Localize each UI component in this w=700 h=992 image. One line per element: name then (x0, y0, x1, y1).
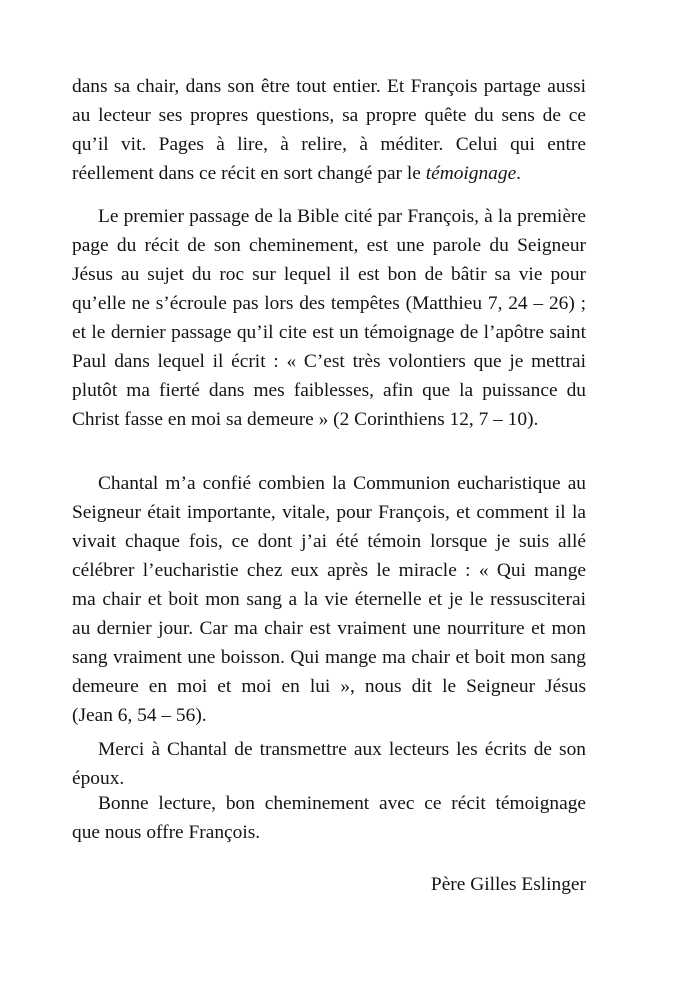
text-line: vivait chaque fois, ce dont j’ai été témoin lorsque je suis allé (72, 531, 586, 552)
text-line: Bonne lecture, bon cheminement avec ce récit témoignage (98, 793, 586, 814)
signature: Père Gilles Eslinger (430, 874, 586, 895)
text-line: Seigneur était importante, vitale, pour François, et comment il la (72, 502, 586, 523)
text-line: Le premier passage de la Bible cité par François, à la première (98, 206, 586, 227)
text-line (72, 159, 586, 188)
paragraph-closing (72, 789, 586, 847)
text-line: sang vraiment une boisson. Qui mange ma chair et boit mon sang (72, 647, 586, 668)
text-line: (Jean 6, 54 – 56). (72, 705, 207, 726)
text-line: ma chair et boit mon sang a la vie éternelle et je le ressusciterai (72, 589, 586, 610)
text-line: plutôt ma fierté dans mes faiblesses, afin que la puissance du (72, 380, 586, 401)
paragraph-thanks (72, 735, 586, 793)
paragraph-communion (72, 469, 586, 730)
text-line: qu’elle ne s’écroule pas lors des tempêtes (Matthieu 7, 24 – 26) ; (72, 293, 586, 314)
text-line: Merci à Chantal de transmettre aux lecteurs les écrits de son (98, 739, 586, 760)
line-end: . (516, 163, 522, 184)
text-line: Jésus au sujet du roc sur lequel il est bon de bâtir sa vie pour (72, 264, 586, 285)
text-line: qu’il vit. Pages à lire, à relire, à méditer. Celui qui entre (72, 134, 586, 155)
text-line: demeure en moi et moi en lui », nous dit le Seigneur Jésus (72, 676, 586, 697)
text-line: au dernier jour. Car ma chair est vraiment une nourriture et mon (72, 618, 586, 639)
text-line: célébrer l’eucharistie chez eux après le miracle : « Qui mange (72, 560, 586, 581)
text-line: dans sa chair, dans son être tout entier. Et François partage aussi (72, 76, 586, 97)
emphasized-word: témoignage (425, 163, 517, 184)
text-line: que nous offre François. (72, 822, 261, 843)
text-line: au lecteur ses propres questions, sa propre quête du sens de ce (72, 105, 586, 126)
paragraph-bible-passages (72, 202, 586, 434)
paragraph-continuation (72, 72, 586, 188)
text-line: époux. (72, 768, 125, 789)
line-text: réellement dans ce récit en sort changé par le (72, 163, 426, 184)
text-line: page du récit de son cheminement, est une parole du Seigneur (72, 235, 586, 256)
text-line: Christ fasse en moi sa demeure » (2 Corinthiens 12, 7 – 10). (72, 409, 539, 430)
text-line: et le dernier passage qu’il cite est un témoignage de l’apôtre saint (72, 322, 586, 343)
text-line: Paul dans lequel il écrit : « C’est très volontiers que je mettrai (72, 351, 586, 372)
text-line: Chantal m’a confié combien la Communion eucharistique au (98, 473, 586, 494)
